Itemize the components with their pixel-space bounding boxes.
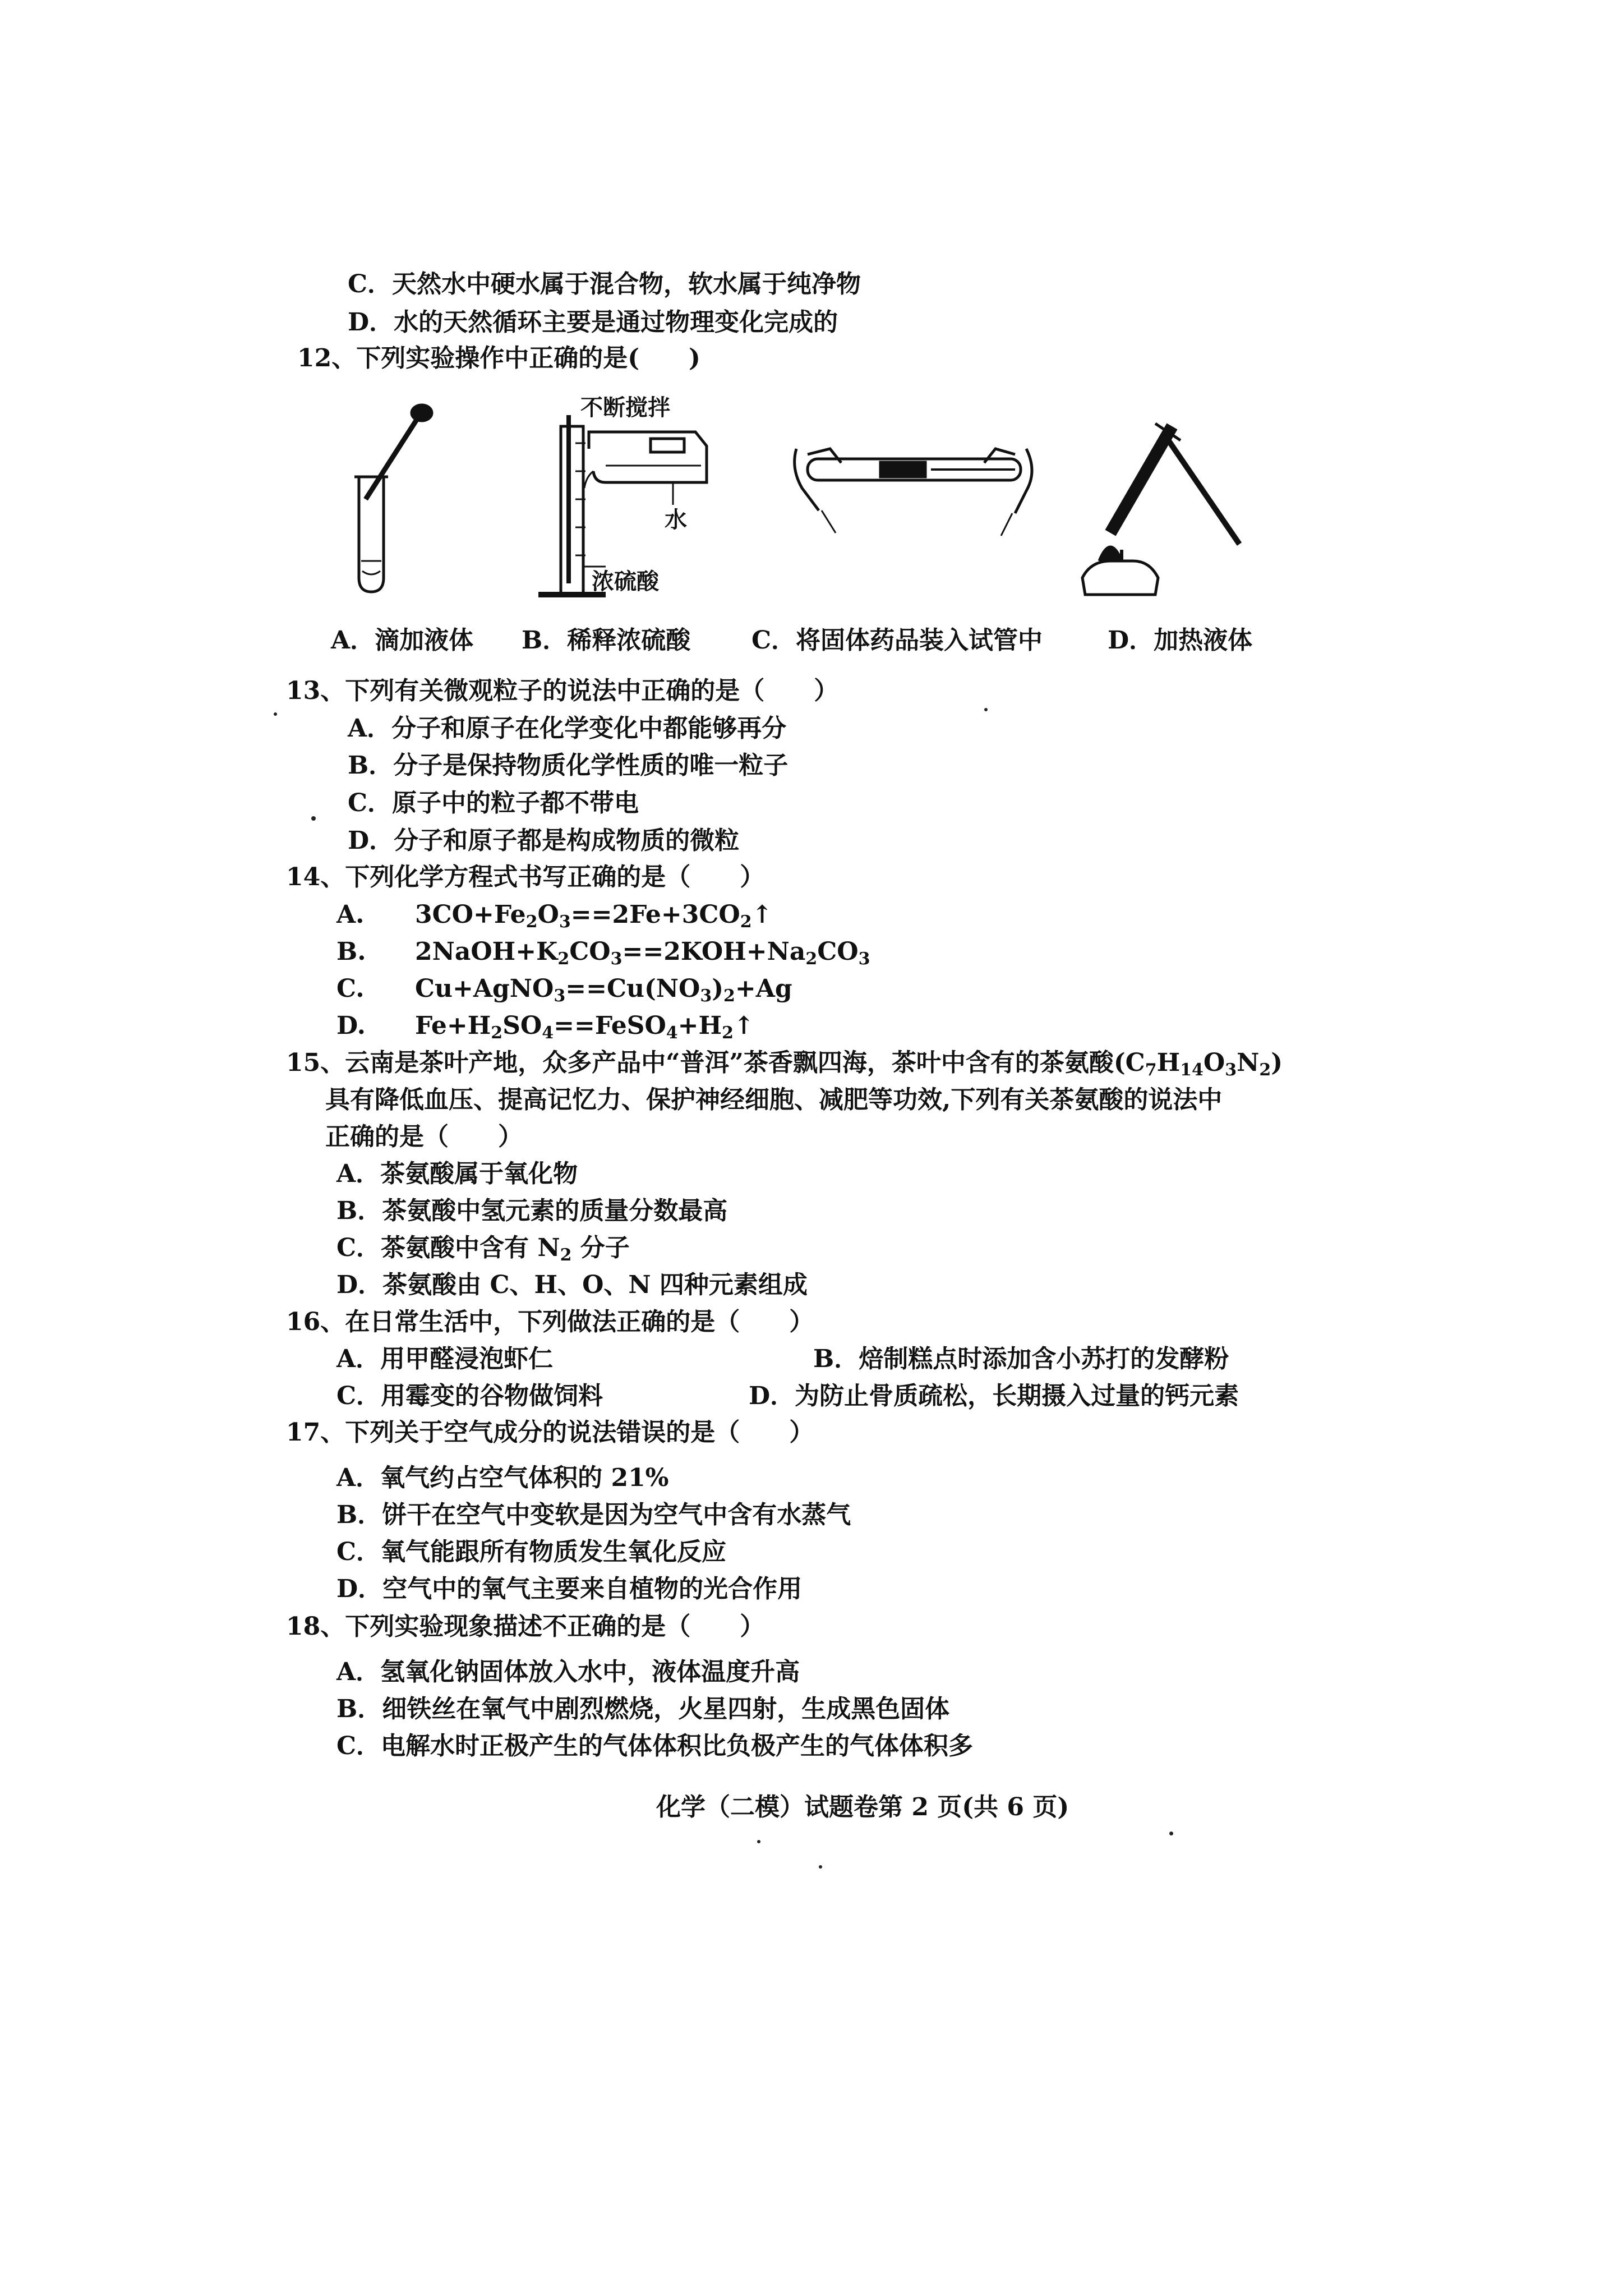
q17-option-c: C．氧气能跟所有物质发生氧化反应: [336, 1538, 727, 1566]
scan-speck: [311, 816, 316, 821]
scan-speck: [274, 712, 277, 716]
q11-option-c: C．天然水中硬水属于混合物，软水属于纯净物: [348, 270, 861, 298]
q12-caption-c: C．将固体药品装入试管中: [751, 626, 1043, 655]
q14-option-d: D. $Fe+H_2SO_4==FeSO_4+H_2↑$: [336, 1011, 754, 1043]
horizontal-test-tube-icon: [795, 449, 1032, 536]
q12-caption-a: A．滴加液体: [331, 626, 474, 655]
q11-option-d: D．水的天然循环主要是通过物理变化完成的: [348, 308, 838, 337]
q18-stem: 18、下列实验现象描述不正确的是（ ）: [286, 1612, 765, 1641]
q16-option-d: D．为防止骨质疏松，长期摄入过量的钙元素: [749, 1382, 1239, 1410]
q15-option-c: C．茶氨酸中含有 $N_2$ 分子: [336, 1234, 630, 1265]
q13-option-c: C．原子中的粒子都不带电: [348, 789, 639, 817]
q18-option-c: C．电解水时正极产生的气体体积比负极产生的气体体积多: [336, 1732, 974, 1760]
q17-option-a: A．氧气约占空气体积的 21%: [336, 1464, 669, 1492]
q13-option-b: B．分子是保持物质化学性质的唯一粒子: [348, 751, 789, 780]
q15-stem-line2: 具有降低血压、提高记忆力、保护神经细胞、减肥等功效,下列有关茶氨酸的说法中: [325, 1085, 1223, 1114]
q17-option-b: B．饼干在空气中变软是因为空气中含有水蒸气: [336, 1501, 851, 1529]
q15-option-a: A．茶氨酸属于氧化物: [336, 1159, 578, 1188]
q13-option-d: D．分子和原子都是构成物质的微粒: [348, 826, 740, 855]
q17-stem: 17、下列关于空气成分的说法错误的是（ ）: [286, 1418, 814, 1447]
q14-option-c: C. $Cu+AgNO_3==Cu(NO_3)_2+Ag$: [336, 974, 792, 1006]
fig-label-stir: 不断搅拌: [580, 395, 670, 421]
scan-speck: [819, 1865, 822, 1869]
q12-apparatus-figure: [314, 393, 1279, 617]
page-footer: 化学（二模）试题卷第 2 页(共 6 页): [656, 1793, 1069, 1821]
q15-stem-line3: 正确的是（ ）: [325, 1122, 523, 1151]
q14-stem: 14、下列化学方程式书写正确的是（ ）: [286, 863, 765, 891]
q16-option-b: B．焙制糕点时添加含小苏打的发酵粉: [813, 1345, 1229, 1373]
q16-option-c: C．用霉变的谷物做饲料: [336, 1382, 603, 1410]
q18-option-b: B．细铁丝在氧气中剧烈燃烧，火星四射，生成黑色固体: [336, 1695, 950, 1723]
scan-speck: [984, 708, 988, 711]
heating-test-tube-icon: [1082, 424, 1239, 595]
q12-stem: 12、下列实验操作中正确的是( ): [297, 344, 700, 372]
q13-option-a: A．分子和原子在化学变化中都能够再分: [348, 714, 787, 743]
dropper-in-test-tube-icon: [354, 405, 432, 592]
q12-caption-d: D．加热液体: [1108, 626, 1253, 655]
q14-option-b: B. $2NaOH+K_2CO_3==2KOH+Na_2CO_3$: [336, 937, 870, 969]
q16-option-a: A．用甲醛浸泡虾仁: [336, 1345, 554, 1373]
scan-speck: [757, 1840, 760, 1843]
q15-option-b: B．茶氨酸中氢元素的质量分数最高: [336, 1197, 728, 1225]
q14-option-a: A. $3CO+Fe_2O_3==2Fe+3CO_2↑$: [336, 900, 773, 932]
q13-stem: 13、下列有关微观粒子的说法中正确的是（ ）: [286, 677, 839, 705]
q16-stem: 16、在日常生活中，下列做法正确的是（ ）: [286, 1308, 814, 1336]
fig-label-water: 水: [665, 507, 687, 533]
q15-option-d: D．茶氨酸由 C、H、O、N 四种元素组成: [336, 1271, 808, 1299]
q18-option-a: A．氢氧化钠固体放入水中，液体温度升高: [336, 1658, 800, 1686]
q12-caption-b: B．稀释浓硫酸: [522, 626, 691, 655]
cylinder-dilution-icon: [538, 415, 707, 595]
fig-label-acid: 浓硫酸: [592, 569, 659, 595]
q17-option-d: D．空气中的氧气主要来自植物的光合作用: [336, 1575, 803, 1603]
scan-speck: [1169, 1832, 1173, 1835]
q15-stem-line1: 15、云南是茶叶产地，众多产品中“普洱”茶香飘四海，茶叶中含有的茶氨酸$(C_7H_{14}O_3N_2)$: [286, 1048, 1283, 1080]
